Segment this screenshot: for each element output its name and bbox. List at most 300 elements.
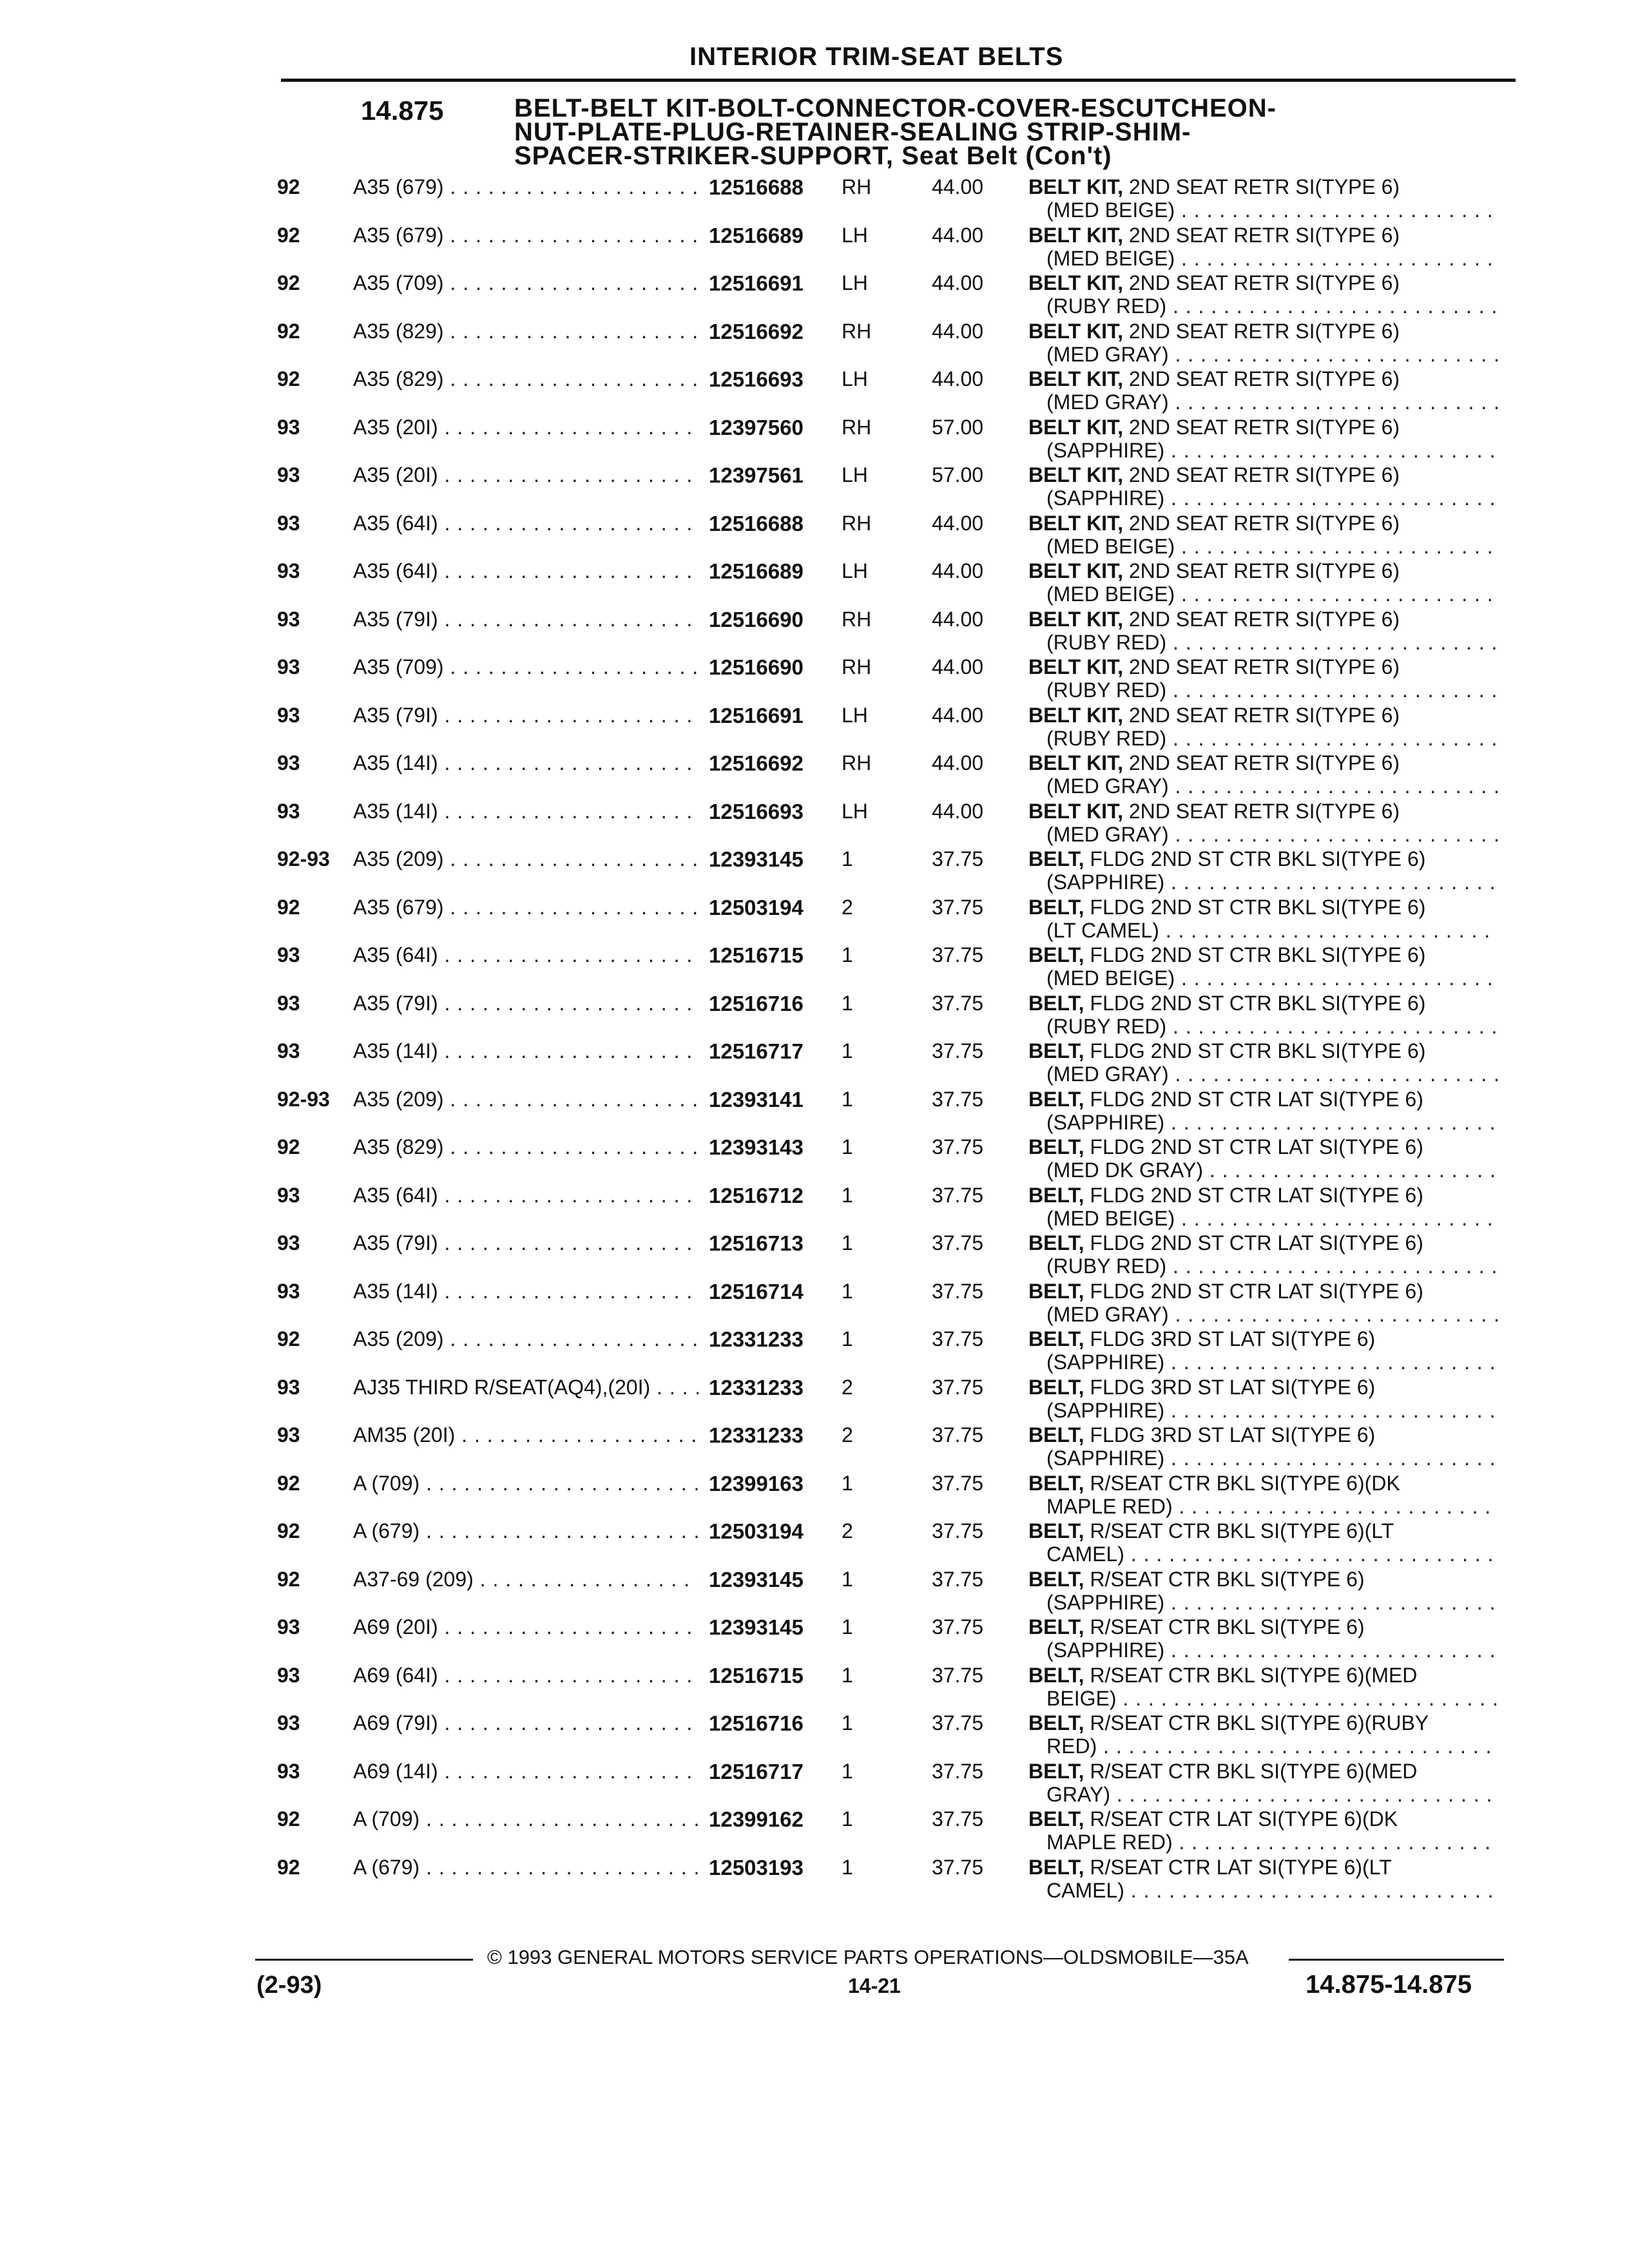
part-number: 12397560 <box>709 415 804 439</box>
description-color: (MED BEIGE) . . . <box>1046 535 1498 559</box>
description-detail: FLDG 2ND ST CTR BKL SI(TYPE 6) <box>1084 1039 1426 1062</box>
description-color: (SAPPHIRE) . . . <box>1046 870 1498 894</box>
model-year: 92 <box>277 223 300 247</box>
price: 44.00 <box>932 703 984 727</box>
price: 37.75 <box>932 1567 984 1591</box>
description-color: (SAPPHIRE) . . . <box>1046 486 1498 510</box>
model-year: 92 <box>277 271 300 294</box>
part-row <box>0 1327 1629 1376</box>
part-row <box>0 463 1629 512</box>
part-row <box>0 1760 1629 1808</box>
description-name: BELT KIT, <box>1028 751 1123 774</box>
description-color: (RUBY RED) . . . <box>1046 678 1498 702</box>
quantity: 1 <box>842 1183 853 1207</box>
description-name: BELT KIT, <box>1028 367 1123 390</box>
price: 37.75 <box>932 1087 984 1111</box>
model-code: A69 (20I) . . . <box>353 1615 699 1639</box>
page-number: 14-21 <box>848 1974 901 1997</box>
part-row <box>0 1568 1629 1616</box>
description-color: (RUBY RED) . . . <box>1046 1015 1498 1039</box>
model-year: 93 <box>277 463 300 486</box>
revision-date: (2-93) <box>256 1972 322 1999</box>
description-color: (MED GRAY) . . . <box>1046 823 1498 847</box>
model-year: 93 <box>277 559 300 582</box>
description <box>1028 512 1400 535</box>
part-row <box>0 655 1629 704</box>
part-row <box>0 1088 1629 1136</box>
description <box>1028 943 1425 967</box>
description <box>1028 463 1400 487</box>
description <box>1028 1135 1423 1159</box>
price: 37.75 <box>932 1615 984 1639</box>
description-color: (MED GRAY) . . . <box>1046 343 1498 367</box>
description-detail: FLDG 2ND ST CTR LAT SI(TYPE 6) <box>1084 1183 1423 1207</box>
quantity: LH <box>842 703 868 727</box>
description <box>1028 1519 1394 1543</box>
description-name: BELT, <box>1028 991 1084 1015</box>
description-color: MAPLE RED) . . . <box>1046 1831 1498 1854</box>
model-code: A35 (79I) . . . <box>353 1231 699 1255</box>
model-year: 92 <box>277 175 300 198</box>
quantity: 1 <box>842 1279 853 1303</box>
model-code: A (679) . . . <box>353 1856 699 1879</box>
model-year: 92 <box>277 1807 300 1831</box>
part-row <box>0 1184 1629 1232</box>
description-detail: FLDG 2ND ST CTR BKL SI(TYPE 6) <box>1084 895 1426 919</box>
part-number: 12516714 <box>709 1279 804 1303</box>
quantity: 1 <box>842 943 853 966</box>
section-range: 14.875-14.875 <box>1306 1970 1472 1999</box>
model-code: A35 (79I) . . . <box>353 704 699 727</box>
description-name: BELT, <box>1028 1615 1084 1639</box>
description-detail: R/SEAT CTR BKL SI(TYPE 6)(DK <box>1084 1471 1400 1495</box>
description <box>1028 224 1400 247</box>
model-year: 93 <box>277 799 300 823</box>
description-name: BELT KIT, <box>1028 799 1123 823</box>
part-number: 12331233 <box>709 1327 804 1351</box>
price: 37.75 <box>932 1423 984 1446</box>
part-number: 12397561 <box>709 463 804 487</box>
quantity: RH <box>842 655 872 678</box>
part-row <box>0 367 1629 416</box>
part-number: 12516691 <box>709 703 804 727</box>
price: 44.00 <box>932 175 984 198</box>
description-color: CAMEL) . . . <box>1046 1879 1498 1903</box>
description-detail: 2ND SEAT RETR SI(TYPE 6) <box>1123 415 1400 439</box>
quantity: 2 <box>842 895 853 919</box>
description-color: MAPLE RED) . . . <box>1046 1495 1498 1519</box>
description-color: (RUBY RED) . . . <box>1046 294 1498 318</box>
description <box>1028 1472 1400 1495</box>
part-number: 12399162 <box>709 1807 804 1831</box>
price: 37.75 <box>932 1663 984 1687</box>
model-code: A35 (64I) . . . <box>353 1184 699 1207</box>
price: 44.00 <box>932 799 984 823</box>
part-number: 12516688 <box>709 175 804 199</box>
description-color: (MED DK GRAY) . . . <box>1046 1158 1498 1182</box>
quantity: 1 <box>842 1231 853 1254</box>
quantity: 2 <box>842 1423 853 1446</box>
part-row <box>0 847 1629 896</box>
section-heading-line: BELT-BELT KIT-BOLT-CONNECTOR-COVER-ESCUTCHEON- <box>514 94 1277 122</box>
model-code: A69 (64I) . . . <box>353 1664 699 1687</box>
model-code: A35 (709) . . . <box>353 655 699 679</box>
description-name: BELT, <box>1028 943 1084 966</box>
part-row <box>0 1231 1629 1280</box>
section-number: 14.875 <box>361 95 444 126</box>
description-name: BELT, <box>1028 1375 1084 1399</box>
model-code: A35 (79I) . . . <box>353 992 699 1015</box>
part-row <box>0 1856 1629 1904</box>
part-row <box>0 1711 1629 1760</box>
model-year: 93 <box>277 1039 300 1062</box>
description-detail: 2ND SEAT RETR SI(TYPE 6) <box>1123 367 1400 390</box>
part-row <box>0 896 1629 944</box>
price: 37.75 <box>932 1231 984 1254</box>
quantity: 1 <box>842 1327 853 1350</box>
model-year: 92 <box>277 1471 300 1495</box>
price: 37.75 <box>932 1279 984 1303</box>
model-code: A35 (14I) . . . <box>353 1039 699 1063</box>
part-row <box>0 416 1629 464</box>
description-name: BELT, <box>1028 1855 1084 1879</box>
description-color: (SAPPHIRE) . . . <box>1046 1111 1498 1135</box>
description <box>1028 1280 1423 1303</box>
description <box>1028 800 1400 823</box>
model-code: A35 (209) . . . <box>353 847 699 871</box>
description-detail: 2ND SEAT RETR SI(TYPE 6) <box>1123 319 1400 343</box>
part-number: 12516689 <box>709 559 804 583</box>
quantity: 1 <box>842 1039 853 1062</box>
description <box>1028 896 1425 919</box>
description-detail: R/SEAT CTR BKL SI(TYPE 6)(MED <box>1084 1663 1418 1687</box>
part-row <box>0 1519 1629 1568</box>
description-detail: R/SEAT CTR BKL SI(TYPE 6) <box>1084 1567 1365 1591</box>
price: 44.00 <box>932 655 984 678</box>
part-number: 12516692 <box>709 751 804 775</box>
model-code: A35 (679) . . . <box>353 175 699 199</box>
description-color: CAMEL) . . . <box>1046 1542 1498 1566</box>
part-number: 12516715 <box>709 943 804 967</box>
description-name: BELT, <box>1028 1231 1084 1254</box>
description <box>1028 992 1425 1015</box>
description-color: (MED GRAY) . . . <box>1046 390 1498 414</box>
part-number: 12516717 <box>709 1759 804 1783</box>
description-detail: FLDG 3RD ST LAT SI(TYPE 6) <box>1084 1423 1376 1446</box>
description <box>1028 1423 1375 1447</box>
description-name: BELT KIT, <box>1028 319 1123 343</box>
model-year: 92-93 <box>277 847 330 870</box>
description-detail: 2ND SEAT RETR SI(TYPE 6) <box>1123 751 1400 774</box>
part-row <box>0 704 1629 752</box>
description-detail: R/SEAT CTR LAT SI(TYPE 6)(LT <box>1084 1855 1392 1879</box>
price: 44.00 <box>932 223 984 247</box>
model-year: 92 <box>277 367 300 390</box>
quantity: RH <box>842 751 872 774</box>
description-color: (RUBY RED) . . . <box>1046 1254 1498 1278</box>
page-title: INTERIOR TRIM-SEAT BELTS <box>689 43 1064 71</box>
part-row <box>0 1135 1629 1184</box>
description <box>1028 1615 1365 1639</box>
model-year: 93 <box>277 1423 300 1446</box>
model-code: A69 (14I) . . . <box>353 1760 699 1783</box>
model-year: 93 <box>277 1759 300 1783</box>
part-row <box>0 512 1629 560</box>
description-detail: 2ND SEAT RETR SI(TYPE 6) <box>1123 559 1400 582</box>
quantity: RH <box>842 607 872 631</box>
description-name: BELT, <box>1028 1039 1084 1062</box>
description <box>1028 1568 1365 1591</box>
part-row <box>0 224 1629 272</box>
part-row <box>0 320 1629 368</box>
description-detail: 2ND SEAT RETR SI(TYPE 6) <box>1123 463 1400 486</box>
model-code: A35 (209) . . . <box>353 1327 699 1351</box>
part-number: 12516690 <box>709 655 804 679</box>
part-number: 12516716 <box>709 1711 804 1735</box>
description-name: BELT, <box>1028 1087 1084 1111</box>
model-code: A35 (64I) . . . <box>353 559 699 583</box>
description-name: BELT, <box>1028 1567 1084 1591</box>
model-year: 93 <box>277 415 300 439</box>
description-color: (RUBY RED) . . . <box>1046 631 1498 655</box>
model-year: 93 <box>277 655 300 678</box>
part-number: 12516692 <box>709 319 804 343</box>
model-code: A35 (829) . . . <box>353 367 699 391</box>
parts-list <box>0 175 1629 1903</box>
description-detail: R/SEAT CTR BKL SI(TYPE 6) <box>1084 1615 1365 1639</box>
price: 44.00 <box>932 559 984 582</box>
part-number: 12393145 <box>709 1567 804 1591</box>
model-code: AJ35 THIRD R/SEAT(AQ4),(20I) . . . <box>353 1376 699 1399</box>
price: 37.75 <box>932 1855 984 1879</box>
model-code: A35 (14I) . . . <box>353 800 699 823</box>
description-color: (SAPPHIRE) . . . <box>1046 1350 1498 1374</box>
price: 37.75 <box>932 1327 984 1350</box>
model-year: 93 <box>277 991 300 1015</box>
description-color: (MED BEIGE) . . . <box>1046 247 1498 271</box>
model-code: A (709) . . . <box>353 1807 699 1831</box>
model-year: 93 <box>277 1183 300 1207</box>
description-name: BELT, <box>1028 895 1084 919</box>
description <box>1028 320 1400 343</box>
part-number: 12503193 <box>709 1855 804 1879</box>
description-color: (SAPPHIRE) . . . <box>1046 1399 1498 1423</box>
part-number: 12516693 <box>709 367 804 391</box>
description-name: BELT, <box>1028 1279 1084 1303</box>
description-color: (SAPPHIRE) . . . <box>1046 1591 1498 1615</box>
description-name: BELT KIT, <box>1028 607 1123 631</box>
quantity: 1 <box>842 1759 853 1783</box>
description <box>1028 367 1400 391</box>
model-code: A35 (14I) . . . <box>353 751 699 775</box>
model-year: 93 <box>277 1615 300 1639</box>
description-detail: FLDG 2ND ST CTR BKL SI(TYPE 6) <box>1084 943 1426 966</box>
description <box>1028 1664 1417 1687</box>
quantity: 1 <box>842 991 853 1015</box>
description <box>1028 847 1425 871</box>
price: 37.75 <box>932 991 984 1015</box>
model-code: A35 (20I) . . . <box>353 416 699 439</box>
quantity: RH <box>842 175 872 198</box>
description-name: BELT KIT, <box>1028 559 1123 582</box>
quantity: 1 <box>842 1855 853 1879</box>
part-number: 12516688 <box>709 511 804 535</box>
model-code: A35 (64I) . . . <box>353 512 699 535</box>
model-year: 93 <box>277 703 300 727</box>
description-color: (MED BEIGE) . . . <box>1046 582 1498 606</box>
description-detail: FLDG 2ND ST CTR LAT SI(TYPE 6) <box>1084 1135 1423 1158</box>
price: 37.75 <box>932 847 984 870</box>
quantity: LH <box>842 799 868 823</box>
model-year: 93 <box>277 943 300 966</box>
quantity: 1 <box>842 1471 853 1495</box>
quantity: 2 <box>842 1375 853 1399</box>
description-name: BELT, <box>1028 1183 1084 1207</box>
part-number: 12516689 <box>709 223 804 247</box>
description-name: BELT KIT, <box>1028 223 1123 247</box>
description-name: BELT KIT, <box>1028 415 1123 439</box>
description <box>1028 1807 1398 1831</box>
description <box>1028 608 1400 631</box>
description-name: BELT, <box>1028 1519 1084 1542</box>
price: 37.75 <box>932 1807 984 1831</box>
description-detail: FLDG 2ND ST CTR LAT SI(TYPE 6) <box>1084 1087 1423 1111</box>
description-name: BELT KIT, <box>1028 175 1123 198</box>
description-name: BELT, <box>1028 1663 1084 1687</box>
model-code: A37-69 (209) . . . <box>353 1568 699 1591</box>
description-detail: 2ND SEAT RETR SI(TYPE 6) <box>1123 799 1400 823</box>
description-detail: R/SEAT CTR LAT SI(TYPE 6)(DK <box>1084 1807 1398 1831</box>
model-code: A (709) . . . <box>353 1472 699 1495</box>
price: 37.75 <box>932 1759 984 1783</box>
model-year: 92-93 <box>277 1087 330 1111</box>
part-number: 12393143 <box>709 1135 804 1159</box>
model-year: 93 <box>277 1279 300 1303</box>
model-year: 92 <box>277 1519 300 1542</box>
quantity: RH <box>842 415 872 439</box>
part-row <box>0 1472 1629 1520</box>
price: 37.75 <box>932 1039 984 1062</box>
quantity: LH <box>842 559 868 582</box>
description-detail: FLDG 2ND ST CTR LAT SI(TYPE 6) <box>1084 1231 1423 1254</box>
price: 37.75 <box>932 1135 984 1158</box>
part-row <box>0 608 1629 656</box>
quantity: 1 <box>842 1711 853 1735</box>
model-code: A35 (20I) . . . <box>353 463 699 487</box>
part-row <box>0 800 1629 848</box>
model-year: 92 <box>277 319 300 343</box>
part-number: 12516717 <box>709 1039 804 1063</box>
price: 44.00 <box>932 271 984 294</box>
price: 57.00 <box>932 415 984 439</box>
part-row <box>0 175 1629 224</box>
model-code: AM35 (20I) . . . <box>353 1423 699 1447</box>
model-code: A (679) . . . <box>353 1519 699 1543</box>
description-detail: FLDG 3RD ST LAT SI(TYPE 6) <box>1084 1327 1376 1350</box>
description-color: (RUBY RED) . . . <box>1046 727 1498 751</box>
description <box>1028 704 1400 727</box>
part-row <box>0 1280 1629 1328</box>
description-detail: R/SEAT CTR BKL SI(TYPE 6)(MED <box>1084 1759 1418 1783</box>
part-number: 12516713 <box>709 1231 804 1255</box>
description-name: BELT, <box>1028 1327 1084 1350</box>
section-heading-line: NUT-PLATE-PLUG-RETAINER-SEALING STRIP-SHIM- <box>514 118 1191 146</box>
price: 37.75 <box>932 943 984 966</box>
description-detail: 2ND SEAT RETR SI(TYPE 6) <box>1123 175 1400 198</box>
quantity: 1 <box>842 847 853 870</box>
description-detail: 2ND SEAT RETR SI(TYPE 6) <box>1123 607 1400 631</box>
quantity: 2 <box>842 1519 853 1542</box>
part-row <box>0 1376 1629 1424</box>
description <box>1028 1039 1425 1063</box>
part-row <box>0 751 1629 800</box>
quantity: 1 <box>842 1615 853 1639</box>
part-number: 12399163 <box>709 1471 804 1495</box>
part-row <box>0 1615 1629 1664</box>
model-code: A35 (679) . . . <box>353 896 699 919</box>
description-detail: 2ND SEAT RETR SI(TYPE 6) <box>1123 511 1400 535</box>
description-color: (SAPPHIRE) . . . <box>1046 439 1498 463</box>
description <box>1028 175 1400 199</box>
description-name: BELT, <box>1028 1423 1084 1446</box>
model-year: 93 <box>277 511 300 535</box>
description-color: BEIGE) . . . <box>1046 1687 1498 1711</box>
quantity: LH <box>842 271 868 294</box>
model-code: A35 (209) . . . <box>353 1088 699 1111</box>
description-color: (LT CAMEL) . . . <box>1046 919 1498 943</box>
part-number: 12516712 <box>709 1183 804 1207</box>
description-name: BELT KIT, <box>1028 511 1123 535</box>
part-row <box>0 943 1629 992</box>
model-year: 93 <box>277 607 300 631</box>
model-year: 93 <box>277 751 300 774</box>
price: 44.00 <box>932 319 984 343</box>
part-number: 12516716 <box>709 991 804 1015</box>
description-color: (SAPPHIRE) . . . <box>1046 1446 1498 1470</box>
description-color: GRAY) . . . <box>1046 1783 1498 1807</box>
description <box>1028 1856 1392 1879</box>
model-code: A35 (709) . . . <box>353 271 699 295</box>
part-row <box>0 1039 1629 1088</box>
quantity: LH <box>842 223 868 247</box>
model-year: 92 <box>277 1567 300 1591</box>
description <box>1028 1231 1423 1255</box>
quantity: 1 <box>842 1087 853 1111</box>
copyright-notice: © 1993 GENERAL MOTORS SERVICE PARTS OPERATIONS—OLDSMOBILE—35A <box>487 1946 1249 1968</box>
part-number: 12516693 <box>709 799 804 823</box>
model-code: A69 (79I) . . . <box>353 1711 699 1735</box>
price: 44.00 <box>932 751 984 774</box>
description <box>1028 1184 1423 1207</box>
description-color: (MED BEIGE) . . . <box>1046 198 1498 222</box>
model-year: 93 <box>277 1711 300 1735</box>
price: 57.00 <box>932 463 984 486</box>
model-code: A35 (14I) . . . <box>353 1280 699 1303</box>
description-color: (MED BEIGE) . . . <box>1046 966 1498 990</box>
description-name: BELT, <box>1028 847 1084 870</box>
quantity: 1 <box>842 1135 853 1158</box>
description-name: BELT KIT, <box>1028 271 1123 294</box>
description <box>1028 1711 1429 1735</box>
description-color: (MED GRAY) . . . <box>1046 774 1498 798</box>
description-detail: FLDG 3RD ST LAT SI(TYPE 6) <box>1084 1375 1376 1399</box>
description <box>1028 1088 1423 1111</box>
description-name: BELT, <box>1028 1711 1084 1735</box>
model-year: 93 <box>277 1375 300 1399</box>
quantity: 1 <box>842 1663 853 1687</box>
description-detail: R/SEAT CTR BKL SI(TYPE 6)(LT <box>1084 1519 1394 1542</box>
description <box>1028 559 1400 583</box>
